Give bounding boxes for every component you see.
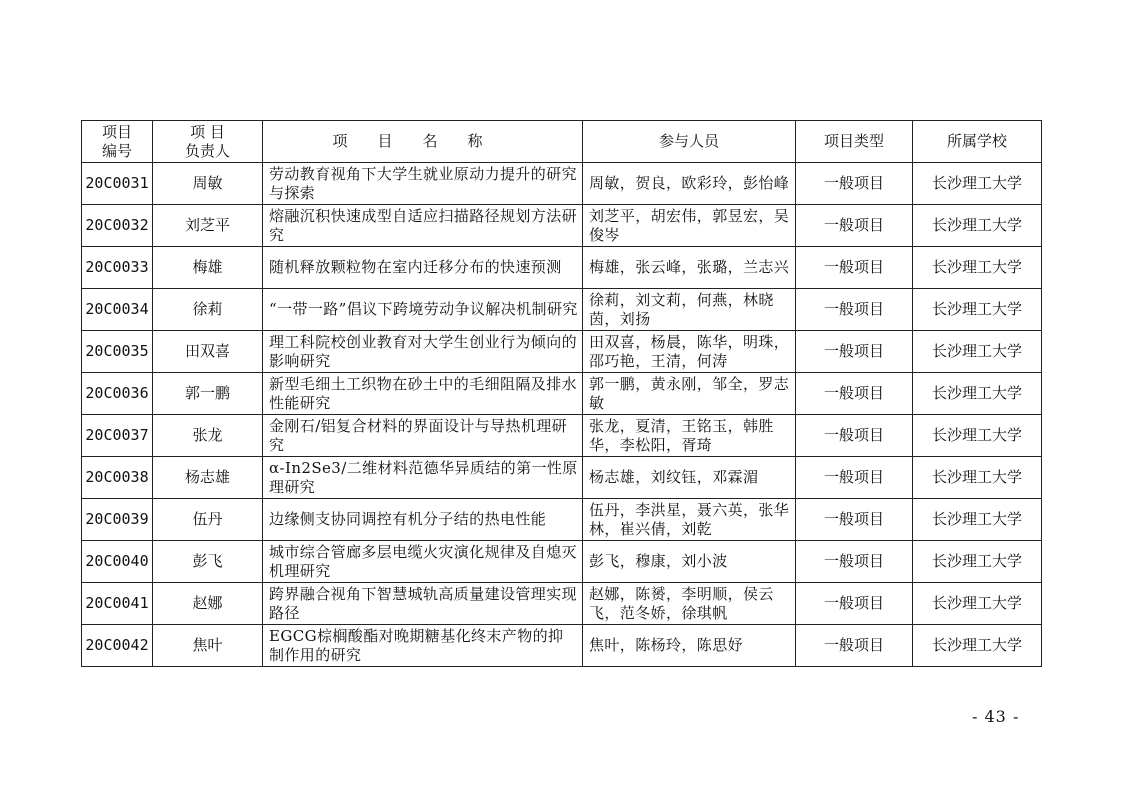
- cell-code: 20C0040: [82, 541, 153, 583]
- table-row: [82, 457, 1042, 499]
- cell-type: 一般项目: [796, 415, 913, 457]
- table-row: [82, 331, 1042, 373]
- cell-type: 一般项目: [796, 625, 913, 667]
- cell-project-name: EGCG棕榈酸酯对晚期糖基化终末产物的抑制作用的研究: [263, 625, 583, 667]
- table-row: [82, 541, 1042, 583]
- cell-project-name: 理工科院校创业教育对大学生创业行为倾向的影响研究: [263, 331, 583, 373]
- cell-type: 一般项目: [796, 289, 913, 331]
- cell-members: 田双喜，杨晨，陈华，明珠，邵巧艳，王清，何涛: [583, 331, 796, 373]
- cell-school: 长沙理工大学: [913, 625, 1042, 667]
- cell-members: 赵娜，陈赟，李明顺，侯云飞，范冬娇，徐琪帆: [583, 583, 796, 625]
- cell-school: 长沙理工大学: [913, 415, 1042, 457]
- header-type: 项目类型: [796, 121, 913, 163]
- cell-leader: 焦叶: [153, 625, 263, 667]
- document-sheet: [81, 120, 1041, 667]
- cell-school: 长沙理工大学: [913, 373, 1042, 415]
- cell-leader: 彭飞: [153, 541, 263, 583]
- cell-type: 一般项目: [796, 163, 913, 205]
- cell-leader: 徐莉: [153, 289, 263, 331]
- cell-leader: 杨志雄: [153, 457, 263, 499]
- cell-leader: 周敏: [153, 163, 263, 205]
- table-row: [82, 583, 1042, 625]
- cell-leader: 赵娜: [153, 583, 263, 625]
- table-row: [82, 163, 1042, 205]
- cell-code: 20C0041: [82, 583, 153, 625]
- cell-members: 彭飞，穆康，刘小波: [583, 541, 796, 583]
- cell-school: 长沙理工大学: [913, 499, 1042, 541]
- cell-members: 徐莉，刘文莉，何燕，林晓茵，刘扬: [583, 289, 796, 331]
- table-row: [82, 373, 1042, 415]
- cell-project-name: 金刚石/铝复合材料的界面设计与导热机理研究: [263, 415, 583, 457]
- cell-type: 一般项目: [796, 583, 913, 625]
- cell-project-name: 新型毛细土工织物在砂土中的毛细阻隔及排水性能研究: [263, 373, 583, 415]
- cell-leader: 伍丹: [153, 499, 263, 541]
- cell-project-name: “一带一路”倡议下跨境劳动争议解决机制研究: [263, 289, 583, 331]
- cell-code: 20C0038: [82, 457, 153, 499]
- cell-project-name: 随机释放颗粒物在室内迁移分布的快速预测: [263, 247, 583, 289]
- cell-type: 一般项目: [796, 499, 913, 541]
- cell-type: 一般项目: [796, 247, 913, 289]
- cell-members: 刘芝平，胡宏伟，郭昱宏，吴俊岑: [583, 205, 796, 247]
- cell-members: 梅雄，张云峰，张璐，兰志兴: [583, 247, 796, 289]
- cell-project-name: 熔融沉积快速成型自适应扫描路径规划方法研究: [263, 205, 583, 247]
- cell-code: 20C0042: [82, 625, 153, 667]
- cell-code: 20C0035: [82, 331, 153, 373]
- cell-code: 20C0034: [82, 289, 153, 331]
- project-table: [81, 120, 1042, 667]
- table-header-row: [82, 121, 1042, 163]
- table-body: [82, 163, 1042, 667]
- cell-leader: 郭一鹏: [153, 373, 263, 415]
- cell-code: 20C0039: [82, 499, 153, 541]
- cell-school: 长沙理工大学: [913, 331, 1042, 373]
- cell-school: 长沙理工大学: [913, 583, 1042, 625]
- header-name: [263, 121, 583, 163]
- cell-leader: 田双喜: [153, 331, 263, 373]
- cell-type: 一般项目: [796, 373, 913, 415]
- cell-type: 一般项目: [796, 205, 913, 247]
- cell-school: 长沙理工大学: [913, 457, 1042, 499]
- cell-leader: 张龙: [153, 415, 263, 457]
- table-row: [82, 205, 1042, 247]
- cell-project-name: 劳动教育视角下大学生就业原动力提升的研究与探索: [263, 163, 583, 205]
- cell-members: 周敏，贺良，欧彩玲，彭怡峰: [583, 163, 796, 205]
- cell-school: 长沙理工大学: [913, 247, 1042, 289]
- header-members: 参与人员: [583, 121, 796, 163]
- cell-project-name: 跨界融合视角下智慧城轨高质量建设管理实现路径: [263, 583, 583, 625]
- header-code: 项目 编号: [82, 121, 153, 163]
- table-row: [82, 625, 1042, 667]
- table-row: [82, 247, 1042, 289]
- cell-type: 一般项目: [796, 541, 913, 583]
- cell-school: 长沙理工大学: [913, 289, 1042, 331]
- cell-code: 20C0031: [82, 163, 153, 205]
- cell-type: 一般项目: [796, 331, 913, 373]
- cell-code: 20C0036: [82, 373, 153, 415]
- cell-members: 郭一鹏，黄永刚，邹全，罗志敏: [583, 373, 796, 415]
- cell-school: 长沙理工大学: [913, 163, 1042, 205]
- header-school: 所属学校: [913, 121, 1042, 163]
- cell-leader: 梅雄: [153, 247, 263, 289]
- cell-project-name: α-In2Se3/二维材料范德华异质结的第一性原理研究: [263, 457, 583, 499]
- cell-members: 伍丹，李洪星，聂六英，张华林，崔兴倩，刘乾: [583, 499, 796, 541]
- table-row: [82, 415, 1042, 457]
- cell-code: 20C0032: [82, 205, 153, 247]
- cell-leader: 刘芝平: [153, 205, 263, 247]
- cell-project-name: 边缘侧支协同调控有机分子结的热电性能: [263, 499, 583, 541]
- cell-members: 张龙，夏清，王铭玉，韩胜华，李松阳，胥琦: [583, 415, 796, 457]
- table-row: [82, 499, 1042, 541]
- cell-school: 长沙理工大学: [913, 205, 1042, 247]
- cell-school: 长沙理工大学: [913, 541, 1042, 583]
- page-number: - 43 -: [972, 707, 1020, 726]
- cell-project-name: 城市综合管廊多层电缆火灾演化规律及自熄灭机理研究: [263, 541, 583, 583]
- cell-code: 20C0033: [82, 247, 153, 289]
- header-name-text: 项目名称: [332, 132, 513, 150]
- table-row: [82, 289, 1042, 331]
- cell-members: 焦叶，陈杨玲，陈思妤: [583, 625, 796, 667]
- cell-type: 一般项目: [796, 457, 913, 499]
- header-leader: 项 目 负责人: [153, 121, 263, 163]
- cell-code: 20C0037: [82, 415, 153, 457]
- cell-members: 杨志雄，刘纹钰，邓霖湄: [583, 457, 796, 499]
